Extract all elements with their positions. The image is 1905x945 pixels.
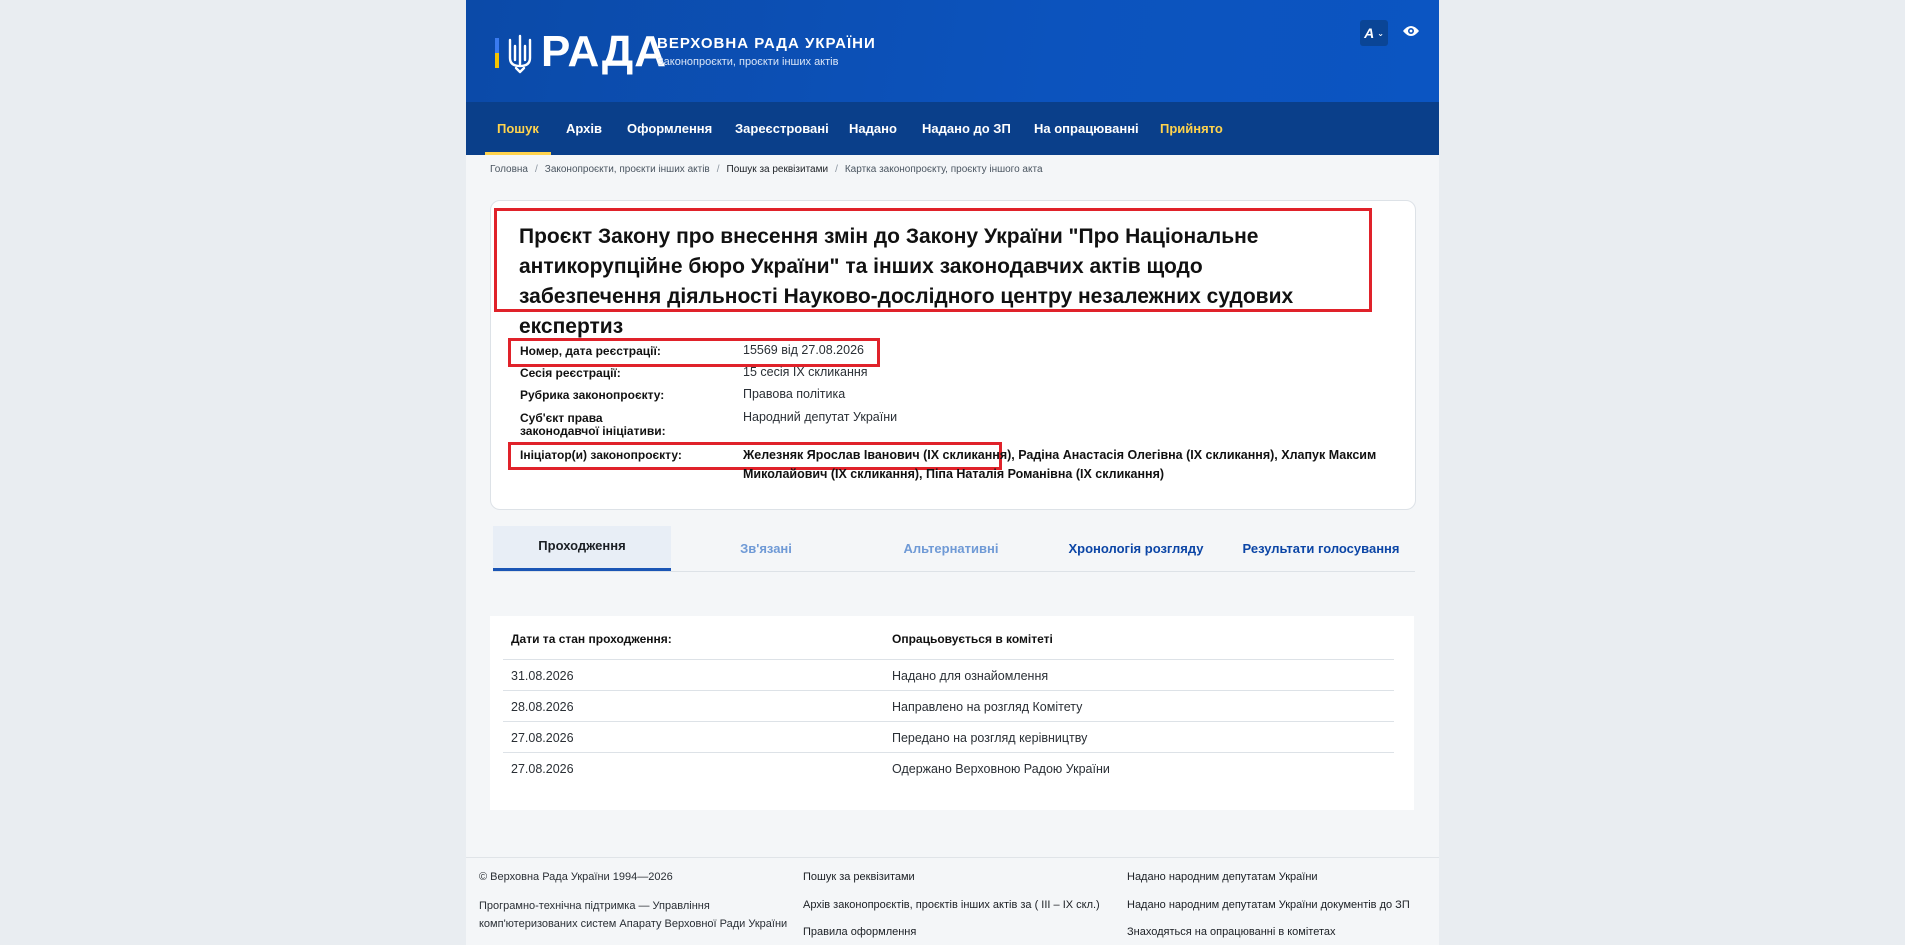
field-label-rubric: Рубрика законопроєкту: (520, 388, 665, 402)
site-footer (466, 857, 1439, 945)
breadcrumb-home[interactable]: Головна (490, 164, 528, 175)
font-switch-label: А (1364, 25, 1375, 41)
nav-item-processing[interactable]: На опрацюванні (1034, 121, 1139, 136)
row-status: Одержано Верховною Радою України (892, 762, 1110, 776)
tab-related[interactable]: Зв'язані (740, 541, 792, 556)
row-date: 27.08.2026 (511, 762, 574, 776)
row-date: 28.08.2026 (511, 700, 574, 714)
tab-alternative[interactable]: Альтернативні (903, 541, 999, 556)
main-nav (466, 102, 1439, 155)
col-header-status: Опрацьовується в комітеті (892, 632, 1053, 646)
logo-word[interactable]: РАДА (541, 27, 668, 76)
field-value-session: 15 сесія IX скликання (743, 365, 868, 379)
bill-title: Проєкт Закону про внесення змін до Закону України "Про Національне антикорупційне бюро України" та інших законодавчих актів щодо забезпечення діяльності Науково-дослідного центру незалежних судових експертиз (519, 225, 1294, 338)
row-status: Надано для ознайомлення (892, 669, 1049, 683)
nav-item-submitted[interactable]: Надано (849, 121, 897, 136)
flag-bar (495, 38, 499, 68)
field-value-rubric: Правова політика (743, 387, 846, 401)
font-size-switch[interactable] (1360, 20, 1388, 46)
nav-item-archive[interactable]: Архів (566, 121, 602, 136)
table-row (503, 752, 1394, 784)
bill-card (490, 200, 1416, 510)
footer-support[interactable]: Програмно-технічна підтримка — Управління комп'ютеризованих систем Апарату Верховної Ради України (479, 900, 788, 930)
trident-icon (506, 34, 534, 74)
site-header (466, 0, 1439, 102)
footer-link-submitted[interactable]: Надано народним депутатам України (1127, 871, 1318, 883)
nav-item-registered[interactable]: Зареєстровані (735, 121, 829, 136)
tab-passage[interactable]: Проходження (493, 526, 671, 571)
breadcrumb-current: Картка законопроєкту, проєкту іншого акта (844, 164, 1043, 175)
passage-table (490, 616, 1414, 810)
row-date: 31.08.2026 (511, 669, 574, 683)
field-label-initiators: Ініціатор(и) законопроєкту: (520, 448, 682, 462)
nav-item-adopted[interactable]: Прийнято (1160, 121, 1223, 136)
nav-item-submitted-zp[interactable]: Надано до ЗП (922, 121, 1011, 136)
tab-bar (493, 526, 1415, 572)
table-row (503, 659, 1394, 691)
logo-title[interactable]: ВЕРХОВНА РАДА УКРАЇНИ (657, 35, 876, 52)
table-row (503, 721, 1394, 753)
logo-subtitle: Законопроєкти, проєкти інших актів (657, 56, 839, 68)
footer-copyright: © Верховна Рада України 1994—2026 (479, 871, 673, 883)
footer-link-search[interactable]: Пошук за реквізитами (803, 871, 915, 883)
field-label-number: Номер, дата реєстрації: (520, 344, 661, 358)
eye-icon[interactable] (1402, 24, 1420, 38)
table-row (503, 690, 1394, 722)
page (466, 0, 1439, 944)
field-value-initiators[interactable]: Железняк Ярослав Іванович (IX скликання), Радіна Анастасія Олегівна (IX скликання), Хлапук Максим Миколайович (IX скликання), Піпа Наталія Романівна (IX скликання) (743, 448, 1377, 481)
field-label-session: Сесія реєстрації: (520, 366, 621, 380)
footer-link-archive[interactable]: Архів законопроєктів, проєктів інших актів за ( III – IX скл.) (803, 899, 1100, 911)
footer-link-committees[interactable]: Знаходяться на опрацюванні в комітетах (1127, 926, 1336, 938)
chevron-down-icon: ⌄ (1377, 28, 1384, 38)
row-status: Передано на розгляд керівництву (892, 731, 1088, 745)
col-header-dates: Дати та стан проходження: (511, 632, 672, 646)
field-value-number: 15569 від 27.08.2026 (743, 343, 864, 357)
row-date: 27.08.2026 (511, 731, 574, 745)
breadcrumb-search[interactable]: Пошук за реквізитами (726, 164, 829, 175)
footer-link-rules[interactable]: Правила оформлення (803, 926, 917, 938)
breadcrumb-bills[interactable]: Законопроєкти, проєкти інших актів (544, 164, 710, 175)
row-status: Направлено на розгляд Комітету (892, 700, 1083, 714)
footer-link-submitted-zp[interactable]: Надано народним депутатам України документів до ЗП (1127, 899, 1410, 911)
field-label-subject: Суб'єкт права законодавчої ініціативи: (520, 411, 666, 438)
tab-chronology[interactable]: Хронологія розгляду (1068, 541, 1204, 556)
tab-voting-results[interactable]: Результати голосування (1242, 541, 1400, 556)
field-value-subject: Народний депутат України (743, 410, 898, 424)
nav-item-formatting[interactable]: Оформлення (627, 121, 713, 136)
breadcrumb: Головна / Законопроєкти, проєкти інших актів / Пошук за реквізитами / Картка законопроєкту, проєкту іншого акта (490, 164, 1043, 175)
nav-item-search[interactable]: Пошук (497, 102, 539, 155)
